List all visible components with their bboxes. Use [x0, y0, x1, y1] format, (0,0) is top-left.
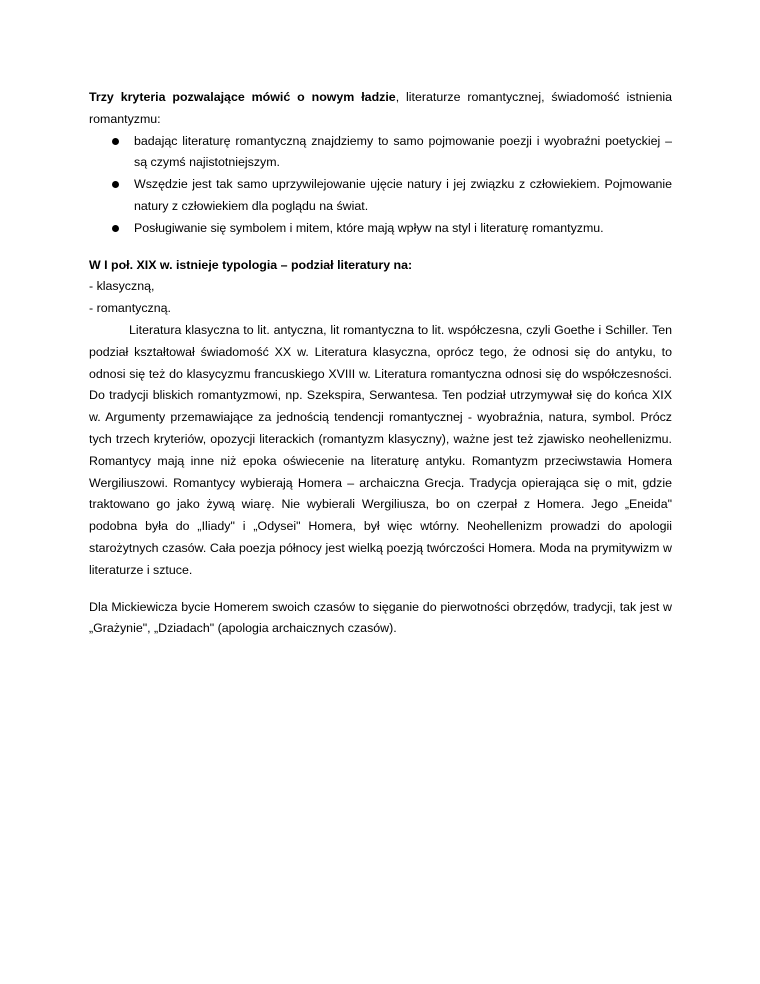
bullet-icon: [112, 138, 119, 145]
list-item: [89, 131, 672, 175]
intro-bold-text: Trzy kryteria pozwalające mówić o nowym ładzie: [89, 90, 396, 104]
body-paragraph: Literatura klasyczna to lit. antyczna, lit romantyczna to lit. współczesna, czyli Goethe i Schiller. Ten podział kształtował świadomość XX w. Literatura klasyczna, oprócz tego, że odnosi się do antyku, to odnosi się też do klasycyzmu francuskiego XVIII w. Literatura romantyczna odnosi się do współczesności. Do tradycji bliskich romantyzmowi, np. Szekspira, Serwantesa. Ten podział utrzymywał się do końca XIX w. Argumenty przemawiające za jednością tendencji romantycznej - wyobraźnia, natura, symbol. Prócz tych trzech kryteriów, opozycji literackich (romantyzm klasyczny), ważne jest też zjawisko neohellenizmu. Romantycy mają inne niż epoka oświecenie na literaturę antyku. Romantyzm przeciwstawia Homera Wergiliuszowi. Romantycy wybierają Homera – archaiczna Grecja. Tradycja opierająca się o mit, gdzie traktowano go jako żywą wiarę. Nie wybierali Wergiliusza, bo on czerpał z Homera. Jego „Eneida" podobna była do „Iliady" i „Odysei" Homera, był więc wtórny. Neohellenizm prowadzi do apologii starożytnych czasów. Cała poezja północy jest wielką poezją twórczości Homera. Moda na prymitywizm w literaturze i sztuce.: [89, 322, 672, 577]
typology-item-classical: - klasyczną,: [89, 279, 155, 294]
list-item: [89, 174, 672, 218]
spacer: [89, 240, 672, 255]
bullet-text: Wszędzie jest tak samo uprzywilejowanie ujęcie natury i jej związku z człowiekiem. Pojmowanie natury z człowiekiem dla poglądu na świat.: [134, 177, 672, 213]
bullet-icon: [112, 181, 119, 188]
typology-item-romantic: - romantyczną.: [89, 301, 171, 316]
bullet-text: Posługiwanie się symbolem i mitem, które mają wpływ na styl i literaturę romantyzmu.: [134, 220, 604, 235]
criteria-list: [89, 131, 672, 240]
closing-paragraph: Dla Mickiewicza bycie Homerem swoich czasów to sięganie do pierwotności obrzędów, tradycji, tak jest w „Grażynie", „Dziadach" (apologia archaicznych czasów).: [89, 599, 672, 636]
spacer: [89, 582, 672, 597]
typology-heading: W I poł. XIX w. istnieje typologia – podział literatury na:: [89, 257, 413, 272]
bullet-text: badając literaturę romantyczną znajdziemy to samo pojmowanie poezji i wyobraźni poetyckiej – są czymś najistotniejszym.: [134, 133, 672, 170]
document-page: [89, 87, 672, 640]
bullet-icon: [112, 225, 119, 232]
list-item: [89, 218, 672, 240]
intro-paragraph: [89, 87, 672, 131]
intro-rest-text: , literaturze romantycznej, świadomość istnienia romantyzmu:: [89, 90, 672, 126]
